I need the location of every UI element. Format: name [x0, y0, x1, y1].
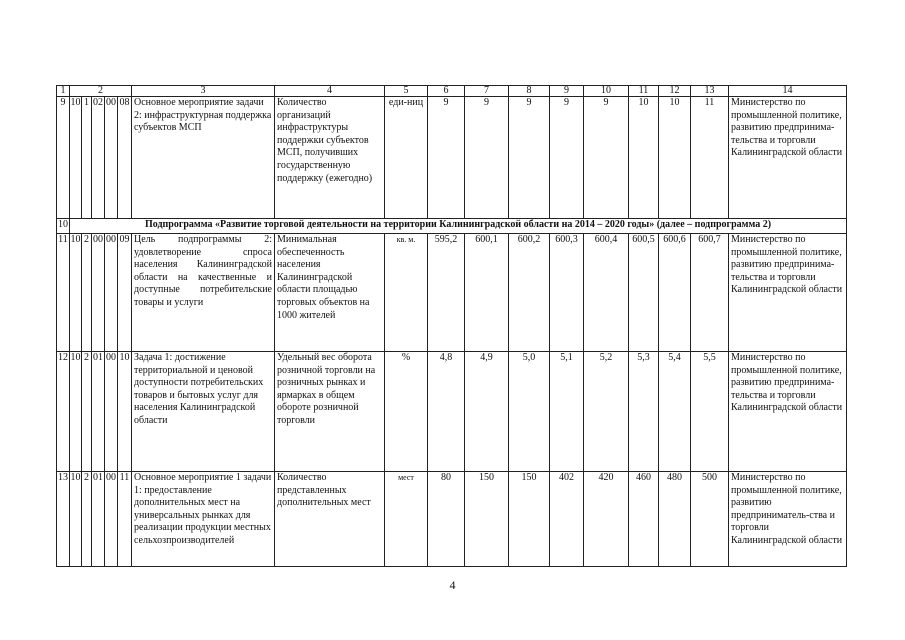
code-cell: 02 — [92, 97, 105, 219]
unit-cell: % — [385, 352, 428, 472]
subprogram-row — [57, 219, 847, 234]
value-cell: 4,9 — [465, 352, 509, 472]
responsible-cell: Министерство по промышленной политике, развитию предприниматель-ства и торговли Калининградской области — [729, 472, 847, 567]
value-cell: 420 — [584, 472, 629, 567]
value-cell: 600,2 — [509, 234, 550, 352]
indicator-name: Количество организаций инфраструктуры поддержки субъектов МСП, получивших государственную поддержку (ежегодно) — [275, 97, 385, 219]
code-cell: 10 — [70, 472, 82, 567]
code-cell: 10 — [118, 352, 132, 472]
value-cell: 9 — [465, 97, 509, 219]
value-cell: 5,5 — [691, 352, 729, 472]
code-cell: 01 — [92, 472, 105, 567]
value-cell: 4,8 — [428, 352, 465, 472]
value-cell: 150 — [465, 472, 509, 567]
code-cell: 00 — [105, 234, 118, 352]
header-cell: 11 — [629, 86, 659, 97]
value-cell: 600,3 — [550, 234, 584, 352]
header-cell: 4 — [275, 86, 385, 97]
code-cell: 2 — [82, 472, 92, 567]
value-cell: 480 — [659, 472, 691, 567]
responsible-cell: Министерство по промышленной политике, развитию предпринима-тельства и торговли Калининградской области — [729, 352, 847, 472]
value-cell: 9 — [509, 97, 550, 219]
table-row — [57, 234, 847, 352]
header-cell: 9 — [550, 86, 584, 97]
indicator-name: Количество представленных дополнительных мест — [275, 472, 385, 567]
unit-cell: кв. м. — [385, 234, 428, 352]
task-name: Задача 1: достижение территориальной и ценовой доступности потребительских товаров и бытовых услуг для населения Калининградской области — [132, 352, 275, 472]
code-cell: 09 — [118, 234, 132, 352]
value-cell: 500 — [691, 472, 729, 567]
code-cell: 2 — [82, 352, 92, 472]
code-cell: 2 — [82, 234, 92, 352]
value-cell: 5,0 — [509, 352, 550, 472]
value-cell: 595,2 — [428, 234, 465, 352]
header-cell: 14 — [729, 86, 847, 97]
measure-name: Основное мероприятие задачи 2: инфраструктурная поддержка субъектов МСП — [132, 97, 275, 219]
code-cell: 00 — [105, 472, 118, 567]
value-cell: 5,4 — [659, 352, 691, 472]
value-cell: 5,3 — [629, 352, 659, 472]
value-cell: 11 — [691, 97, 729, 219]
value-cell: 9 — [584, 97, 629, 219]
header-cell: 12 — [659, 86, 691, 97]
code-cell: 00 — [105, 97, 118, 219]
responsible-cell: Министерство по промышленной политике, развитию предпринима-тельства и торговли Калининградской области — [729, 97, 847, 219]
value-cell: 80 — [428, 472, 465, 567]
value-cell: 600,4 — [584, 234, 629, 352]
value-cell: 460 — [629, 472, 659, 567]
header-cell: 10 — [584, 86, 629, 97]
value-cell: 600,7 — [691, 234, 729, 352]
subprogram-title: Подпрограмма «Развитие торговой деятельности на территории Калининградской области на 2014 – 2020 годы» (далее – подпрограмма 2) — [70, 219, 847, 234]
row-number: 11 — [57, 234, 70, 352]
value-cell: 600,5 — [629, 234, 659, 352]
row-number: 13 — [57, 472, 70, 567]
indicators-table — [56, 85, 847, 567]
header-cell: 2 — [70, 86, 132, 97]
measure-name: Основное мероприятие 1 задачи 1: предоставление дополнительных мест на универсальных рынках для реализации продукции местных сельхозпроизводителей — [132, 472, 275, 567]
header-cell: 13 — [691, 86, 729, 97]
value-cell: 10 — [659, 97, 691, 219]
page-number: 4 — [449, 578, 456, 592]
code-cell: 01 — [92, 352, 105, 472]
value-cell: 9 — [428, 97, 465, 219]
value-cell: 10 — [629, 97, 659, 219]
header-cell: 6 — [428, 86, 465, 97]
code-cell: 00 — [105, 352, 118, 472]
value-cell: 150 — [509, 472, 550, 567]
code-cell: 10 — [70, 352, 82, 472]
header-cell: 7 — [465, 86, 509, 97]
unit-cell: еди-ниц — [385, 97, 428, 219]
unit-cell: мест — [385, 472, 428, 567]
responsible-cell: Министерство по промышленной политике, развитию предпринима-тельства и торговли Калининградской области — [729, 234, 847, 352]
value-cell: 5,2 — [584, 352, 629, 472]
header-cell: 1 — [57, 86, 70, 97]
code-cell: 10 — [70, 234, 82, 352]
value-cell: 5,1 — [550, 352, 584, 472]
header-row — [57, 86, 847, 97]
code-cell: 00 — [92, 234, 105, 352]
header-cell: 5 — [385, 86, 428, 97]
table-row — [57, 472, 847, 567]
value-cell: 600,1 — [465, 234, 509, 352]
code-cell: 11 — [118, 472, 132, 567]
row-number: 9 — [57, 97, 70, 219]
row-number: 12 — [57, 352, 70, 472]
code-cell: 10 — [70, 97, 82, 219]
value-cell: 402 — [550, 472, 584, 567]
code-cell: 1 — [82, 97, 92, 219]
table-row — [57, 352, 847, 472]
value-cell: 600,6 — [659, 234, 691, 352]
row-number: 10 — [57, 219, 70, 234]
table-row — [57, 97, 847, 219]
goal-name: Цель подпрограммы 2: удовлетворение спроса населения Калининградской области на качественные и доступные потребительские товары и услуги — [132, 234, 275, 352]
indicator-name: Минимальная обеспеченность населения Калининградской области площадью торговых объектов на 1000 жителей — [275, 234, 385, 352]
value-cell: 9 — [550, 97, 584, 219]
code-cell: 08 — [118, 97, 132, 219]
header-cell: 8 — [509, 86, 550, 97]
header-cell: 3 — [132, 86, 275, 97]
indicator-name: Удельный вес оборота розничной торговли на розничных рынках и ярмарках в общем обороте розничной торговли — [275, 352, 385, 472]
